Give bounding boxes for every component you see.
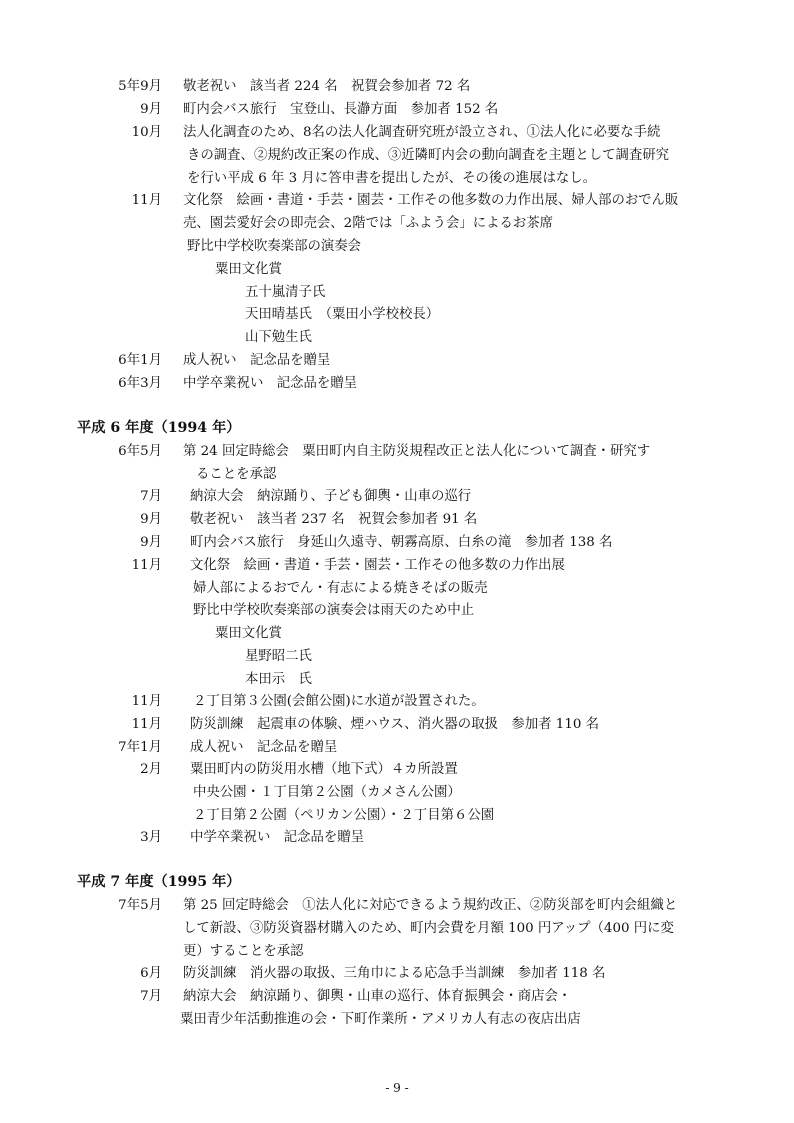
entry-text: を行い平成 6 年 3 月に答申書を提出したが、その後の進展はなし。 <box>187 171 597 186</box>
entry-text: 第 25 回定時総会 ①法人化に対応できるよう規約改正、②防災部を町内会組織と <box>183 898 678 913</box>
entry-text: きの調査、②規約改正案の作成、③近隣町内会の動向調査を主題として調査研究 <box>187 148 670 163</box>
entry-text: 中央公園・１丁目第２公園（カメさん公園） <box>193 785 461 800</box>
entry-date: 6年1月 <box>118 353 162 368</box>
entry-date: 2月 <box>140 762 162 777</box>
award-recipient: 山下勉生氏 <box>245 330 312 345</box>
entry-date: 11月 <box>131 193 162 208</box>
entry-text: 野比中学校吹奏楽部の演奏会 <box>187 239 362 254</box>
entry-text: 中学卒業祝い 記念品を贈呈 <box>183 376 358 391</box>
entry-text: 売、園芸愛好会の即売会、2階では「ふよう会」によるお茶席 <box>183 216 554 231</box>
entry-text: ２丁目第２公園（ペリカン公園）・２丁目第６公園 <box>193 808 495 823</box>
entry-text: 防災訓練 消火器の取扱、三角巾による応急手当訓練 参加者 118 名 <box>183 966 606 981</box>
entry-text: 更）することを承認 <box>183 944 304 959</box>
entry-text: 町内会バス旅行 宝登山、長瀞方面 参加者 152 名 <box>183 102 499 117</box>
entry-date: 7月 <box>140 489 162 504</box>
entry-text: ることを承認 <box>196 467 277 482</box>
entry-text: して新設、③防災資器材購入のため、町内会費を月額 100 円アップ（400 円に変 <box>183 921 674 936</box>
entry-date: 9月 <box>140 512 162 527</box>
award-title: 粟田文化賞 <box>215 626 282 641</box>
award-recipient: 五十嵐清子氏 <box>245 285 326 300</box>
entry-text: 文化祭 絵画・書道・手芸・園芸・工作その他多数の力作出展、婦人部のおでん販 <box>183 193 679 208</box>
section-heading: 平成 6 年度（1994 年） <box>77 420 241 436</box>
entry-date: 11月 <box>131 717 162 732</box>
entry-text: 中学卒業祝い 記念品を贈呈 <box>190 830 365 845</box>
entry-text: 野比中学校吹奏楽部の演奏会は雨天のため中止 <box>193 603 475 618</box>
page-number: - 9 - <box>385 1081 409 1095</box>
entry-date: 6年5月 <box>118 444 162 459</box>
entry-text: 粟田町内の防災用水槽（地下式）４カ所設置 <box>190 762 458 777</box>
entry-text: 婦人部によるおでん・有志による焼きそばの販売 <box>193 581 488 596</box>
entry-text: 成人祝い 記念品を贈呈 <box>190 740 338 755</box>
entry-text: 法人化調査のため、8名の法人化調査研究班が設立され、①法人化に必要な手続 <box>183 125 661 140</box>
entry-date: 9月 <box>140 535 162 550</box>
entry-text: 防災訓練 起震車の体験、煙ハウス、消火器の取扱 参加者 110 名 <box>190 717 600 732</box>
entry-date: 10月 <box>131 125 162 140</box>
entry-text: 敬老祝い 該当者 224 名 祝賀会参加者 72 名 <box>183 79 471 94</box>
entry-date: 7月 <box>140 989 162 1004</box>
entry-text: 敬老祝い 該当者 237 名 祝賀会参加者 91 名 <box>190 512 478 527</box>
entry-text: 町内会バス旅行 身延山久遠寺、朝霧高原、白糸の滝 参加者 138 名 <box>190 535 613 550</box>
entry-date: 11月 <box>131 558 162 573</box>
entry-text: 納涼大会 納涼踊り、御輿・山車の巡行、体育振興会・商店会・ <box>183 989 572 1004</box>
entry-date: 11月 <box>131 694 162 709</box>
award-recipient: 星野昭二氏 <box>245 649 312 664</box>
award-title: 粟田文化賞 <box>215 262 282 277</box>
entry-text: 文化祭 絵画・書道・手芸・園芸・工作その他多数の力作出展 <box>190 558 565 573</box>
entry-text: 粟田青少年活動推進の会・下町作業所・アメリカ人有志の夜店出店 <box>180 1012 581 1027</box>
award-recipient: 天田晴基氏 （粟田小学校校長） <box>245 307 440 322</box>
entry-date: 6年3月 <box>118 376 162 391</box>
entry-text: 第 24 回定時総会 粟田町内自主防災規程改正と法人化について調査・研究す <box>183 444 651 459</box>
award-recipient: 本田示 氏 <box>245 672 312 687</box>
entry-date: 5年9月 <box>118 79 162 94</box>
section-heading: 平成 7 年度（1995 年） <box>77 874 241 890</box>
entry-text: 納涼大会 納涼踊り、子ども御輿・山車の巡行 <box>190 489 472 504</box>
entry-date: 3月 <box>140 830 162 845</box>
entry-text: 成人祝い 記念品を贈呈 <box>183 353 331 368</box>
entry-text: ２丁目第３公園(会館公園)に水道が設置された。 <box>193 694 485 709</box>
entry-date: 9月 <box>140 102 162 117</box>
entry-date: 7年1月 <box>118 740 162 755</box>
entry-date: 6月 <box>140 966 162 981</box>
entry-date: 7年5月 <box>118 898 162 913</box>
